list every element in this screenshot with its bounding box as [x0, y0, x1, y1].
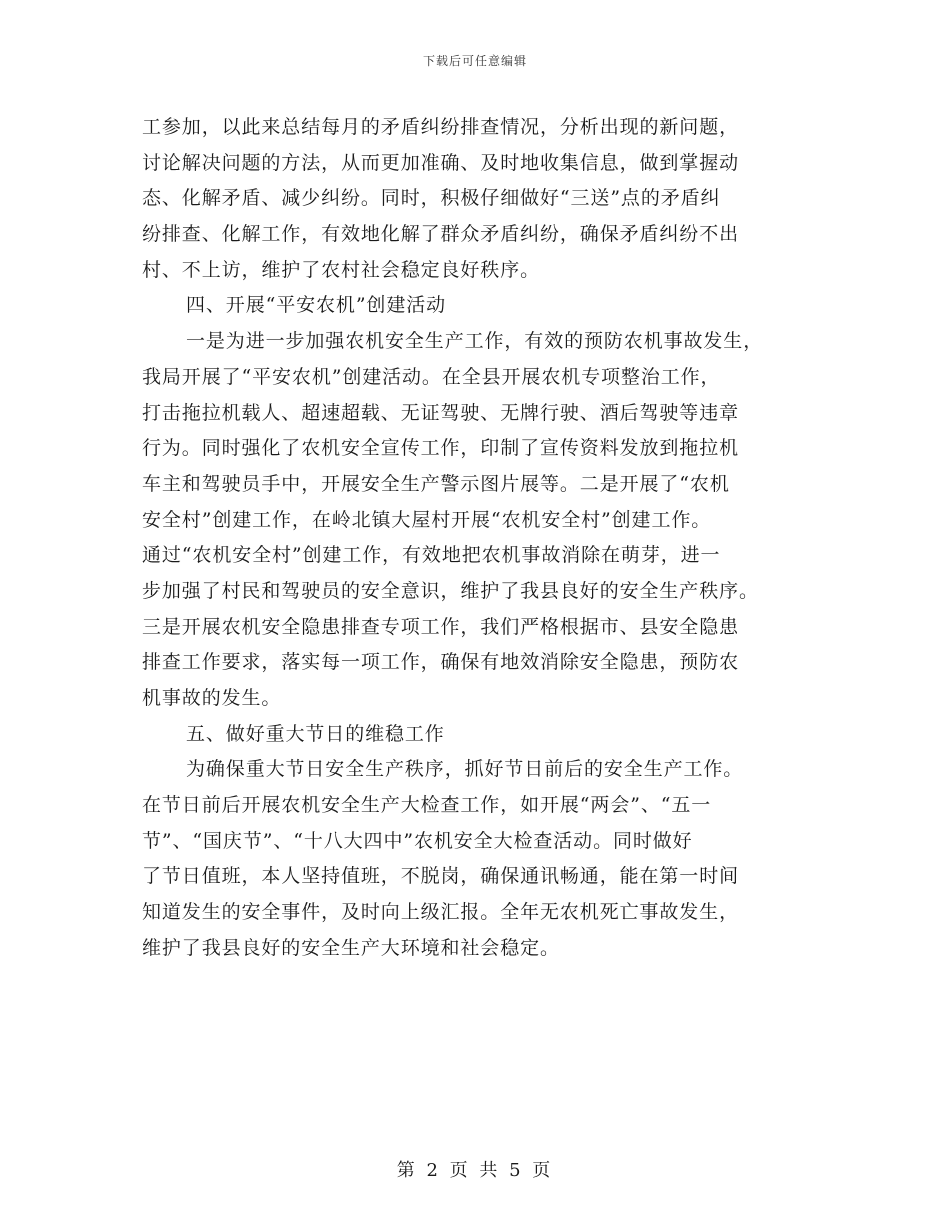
body-line: 打击拖拉机载人、超速超载、无证驾驶、无牌行驶、酒后驾驶等违章 [142, 401, 740, 424]
section-heading: 四、开展“平安农机”创建活动 [186, 294, 447, 317]
body-line: 车主和驾驶员手中，开展安全生产警示图片展等。二是开展了“农机 [142, 472, 730, 495]
page-header: 下载后可任意编辑 [422, 54, 527, 68]
body-line: 机事故的发生。 [142, 687, 282, 709]
body-line: 讨论解决问题的方法，从而更加准确、及时地收集信息，做到掌握动 [142, 151, 740, 174]
body-line: 在节日前后开展农机安全生产大检查工作，如开展“两会”、“五一 [142, 794, 712, 817]
body-line: 为确保重大节日安全生产秩序，抓好节日前后的安全生产工作。 [186, 758, 744, 781]
body-line: 行为。同时强化了农机安全宣传工作，印制了宣传资料发放到拖拉机 [142, 437, 740, 460]
body-line: 知道发生的安全事件，及时向上级汇报。全年无农机死亡事故发生， [142, 901, 740, 924]
body-line: 安全村”创建工作，在岭北镇大屋村开展“农机安全村”创建工作。 [142, 508, 712, 531]
body-line: 维护了我县良好的安全生产大环境和社会稳定。 [142, 936, 560, 959]
body-line: 一是为进一步加强农机安全生产工作，有效的预防农机事故发生， [186, 330, 764, 353]
body-line: 排查工作要求，落实每一项工作，确保有地效消除安全隐患，预防农 [142, 651, 740, 674]
section-heading: 五、做好重大节日的维稳工作 [186, 722, 445, 745]
page-number-footer: 第 2 页 共 5 页 [396, 1160, 554, 1181]
document-body [142, 110, 812, 967]
body-line: 节”、“国庆节”、“十八大四中”农机安全大检查活动。同时做好 [142, 829, 693, 852]
body-line: 步加强了村民和驾驶员的安全意识，维护了我县良好的安全生产秩序。 [142, 579, 759, 602]
body-line: 三是开展农机安全隐患排查专项工作，我们严格根据市、县安全隐患 [142, 615, 740, 638]
body-line: 工参加，以此来总结每月的矛盾纠纷排查情况，分析出现的新问题， [142, 116, 740, 138]
body-line: 了节日值班，本人坚持值班，不脱岗，确保通讯畅通，能在第一时间 [142, 865, 740, 888]
body-line: 态、化解矛盾、减少纠纷。同时，积极仔细做好“三送”点的矛盾纠 [142, 187, 721, 210]
body-line: 纷排查、化解工作，有效地化解了群众矛盾纠纷，确保矛盾纠纷不出 [142, 223, 740, 246]
body-line: 我局开展了“平安农机”创建活动。在全县开展农机专项整治工作， [142, 365, 721, 388]
body-line: 村、不上访，维护了农村社会稳定良好秩序。 [142, 258, 541, 281]
body-line: 通过“农机安全村”创建工作，有效地把农机事故消除在萌芽，进一 [142, 544, 721, 567]
